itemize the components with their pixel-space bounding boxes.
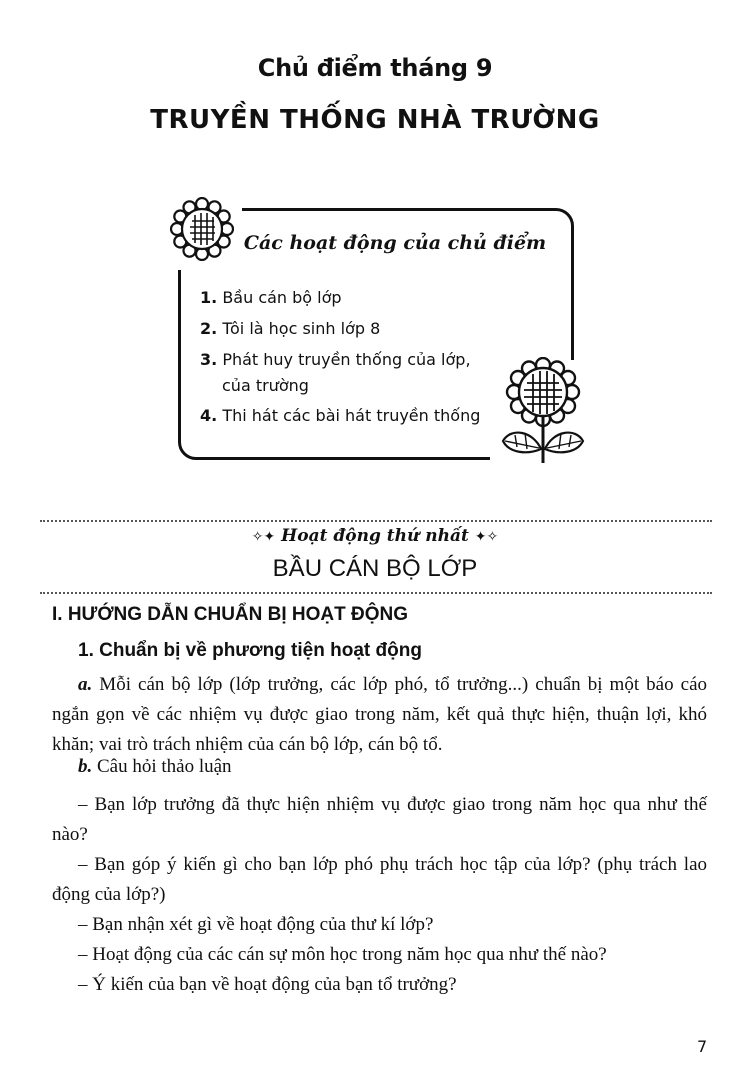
sunflower-with-leaves-icon — [497, 357, 589, 465]
question-item: – Ý kiến của bạn về hoạt động của bạn tổ trưởng? — [78, 974, 457, 995]
question-item: – Bạn lớp trưởng đã thực hiện nhiệm vụ được giao trong năm học qua như thế nào? — [52, 794, 707, 845]
divider — [40, 520, 712, 522]
section-heading: I. HƯỚNG DẪN CHUẨN BỊ HOẠT ĐỘNG — [52, 604, 409, 625]
page-number: 7 — [697, 1037, 708, 1056]
question-item: – Bạn góp ý kiến gì cho bạn lớp phó phụ trách học tập của lớp? (phụ trách lao động của lớp?) — [52, 854, 707, 905]
list-item: 2. Tôi là học sinh lớp 8 — [200, 319, 381, 338]
sunflower-icon — [170, 197, 234, 261]
activity-title: BẦU CÁN BỘ LỚP — [272, 555, 478, 582]
chapter-subtitle: Chủ điểm tháng 9 — [257, 54, 493, 82]
question-item: – Hoạt động của các cán sự môn học trong năm học qua như thế nào? — [78, 944, 607, 965]
activity-label: ✧✦ Hoạt động thứ nhất ✦✧ — [251, 526, 499, 546]
paragraph-b: b. Câu hỏi thảo luận — [78, 756, 232, 777]
activities-list — [200, 282, 480, 431]
activities-heading: Các hoạt động của chủ điểm — [243, 232, 547, 254]
subsection-heading: 1. Chuẩn bị về phương tiện hoạt động — [78, 640, 422, 661]
paragraph-a: a. Mỗi cán bộ lớp (lớp trưởng, các lớp phó, tổ trưởng...) chuẩn bị một báo cáo ngắn gọn về các nhiệm vụ được giao trong năm, kết quả thực hiện, thuận lợi, khó khăn; vai trò trách nhiệm của cán bộ lớp, cán bộ tổ. — [52, 674, 707, 755]
list-item: 4. Thi hát các bài hát truyền thống — [200, 406, 481, 425]
list-item: 1. Bầu cán bộ lớp — [200, 288, 342, 307]
question-item: – Bạn nhận xét gì về hoạt động của thư kí lớp? — [78, 914, 434, 935]
sparkle-icon: ✦✧ — [474, 529, 499, 545]
chapter-title: TRUYỀN THỐNG NHÀ TRƯỜNG — [150, 105, 600, 135]
sparkle-icon: ✧✦ — [251, 529, 276, 545]
divider — [40, 592, 712, 594]
list-item: 3. Phát huy truyền thống của lớp, của trường — [200, 350, 471, 395]
